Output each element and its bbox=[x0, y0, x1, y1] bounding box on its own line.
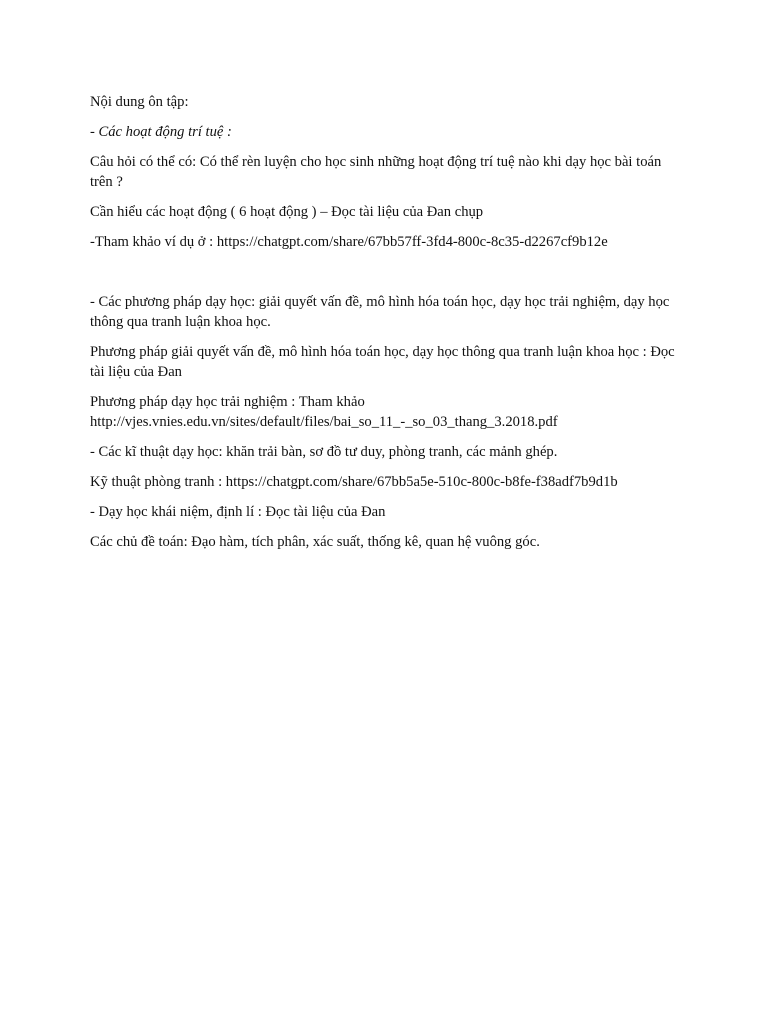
paragraph-example-link: -Tham khảo ví dụ ở : https://chatgpt.com/share/67bb57ff-3fd4-800c-8c35-d2267cf9b12e bbox=[90, 234, 608, 250]
paragraph-six-activities: Cần hiểu các hoạt động ( 6 hoạt động ) – Đọc tài liệu của Đan chụp bbox=[90, 204, 484, 220]
paragraph-possible-question: Câu hỏi có thể có: Có thể rèn luyện cho học sinh những hoạt động trí tuệ nào khi dạy học bài toán trên ? bbox=[90, 154, 662, 190]
paragraph-gallery-technique: Kỹ thuật phòng tranh : https://chatgpt.com/share/67bb5a5e-510c-800c-b8fe-f38adf7b9d1b bbox=[90, 474, 618, 490]
paragraph-teaching-methods: - Các phương pháp dạy học: giải quyết vấn đề, mô hình hóa toán học, dạy học trải nghiệm, dạy học thông qua tranh luận khoa học. bbox=[90, 294, 670, 330]
paragraph-methods-reference: Phương pháp giải quyết vấn đề, mô hình hóa toán học, dạy học thông qua tranh luận khoa học : Đọc tài liệu của Đan bbox=[90, 344, 675, 380]
paragraph-intellectual-activities: - Các hoạt động trí tuệ : bbox=[90, 124, 232, 140]
paragraph-concepts-theorems: - Dạy học khái niệm, định lí : Đọc tài liệu của Đan bbox=[90, 504, 386, 520]
blank-line bbox=[90, 262, 680, 292]
paragraph-review-heading: Nội dung ôn tập: bbox=[90, 94, 189, 110]
paragraph-math-topics: Các chủ đề toán: Đạo hàm, tích phân, xác suất, thống kê, quan hệ vuông góc. bbox=[90, 534, 540, 550]
paragraph-teaching-techniques: - Các kĩ thuật dạy học: khăn trải bàn, sơ đồ tư duy, phòng tranh, các mảnh ghép. bbox=[90, 444, 558, 460]
document-page bbox=[90, 92, 680, 562]
paragraph-experiential-method: Phương pháp dạy học trải nghiệm : Tham khảo http://vjes.vnies.edu.vn/sites/default/files/bai_so_11_-_so_03_thang_3.2018.pdf bbox=[90, 394, 558, 430]
